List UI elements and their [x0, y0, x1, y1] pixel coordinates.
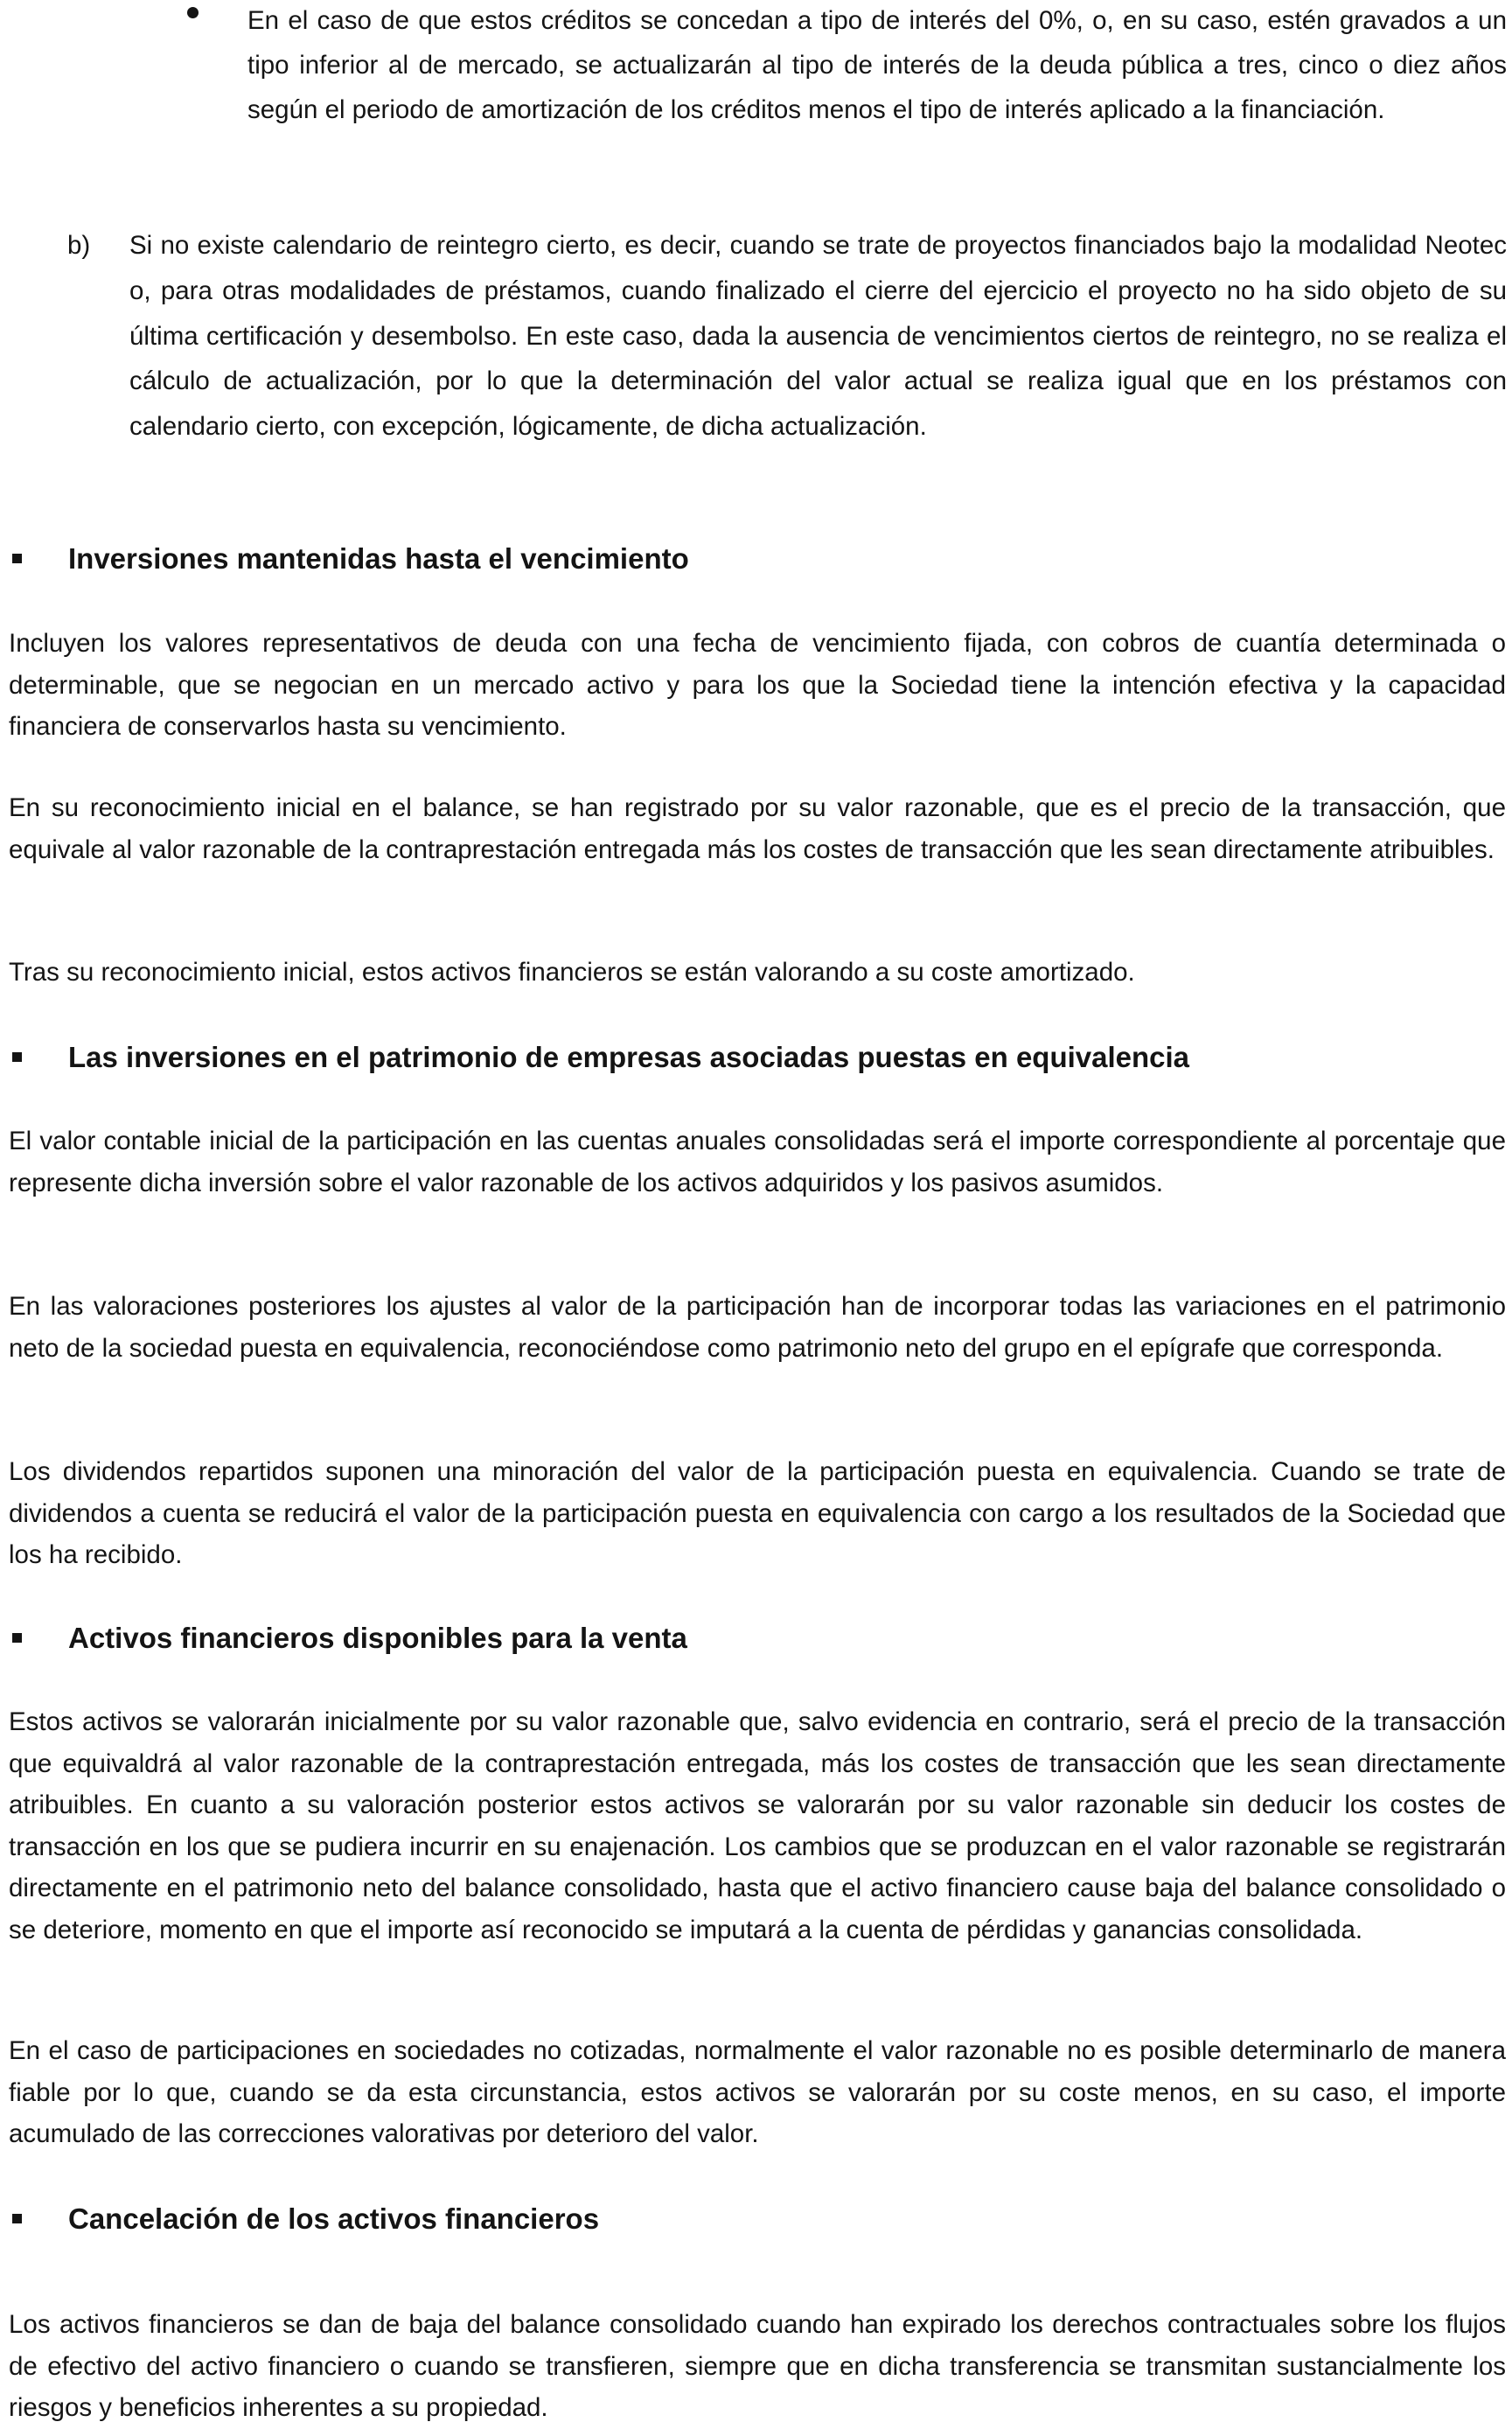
paragraph: Los dividendos repartidos suponen una minoración del valor de la participación puesta en equivalencia. Cuando se trate de dividendos a cuenta se reducirá el valor de la participación puesta en equivalencia con cargo a los resultados de la Sociedad que los ha recibido. — [9, 1457, 1506, 1569]
list-item-b-text: Si no existe calendario de reintegro cierto, es decir, cuando se trate de proyectos financiados bajo la modalidad Neotec o, para otras modalidades de préstamos, cuando finalizado el cierre del ejercicio el proyecto no ha sido objeto de su última certificación y desembolso. En este caso, dada la ausencia de vencimientos ciertos de reintegro, no se realiza el cálculo de actualización, por lo que la determinación del valor actual se realiza igual que en los préstamos con calendario cierto, con excepción, lógicamente, de dicha actualización. — [129, 231, 1507, 442]
square-bullet-icon — [12, 1052, 22, 1062]
square-bullet-icon — [12, 1633, 22, 1643]
paragraph: Incluyen los valores representativos de deuda con una fecha de vencimiento fijada, con cobros de cuantía determinada o determinable, que se negocian en un mercado activo y para los que la Sociedad tiene la intención efectiva y la capacidad financiera de conservarlos hasta su vencimiento. — [9, 629, 1506, 741]
bullet-dot-icon — [187, 7, 199, 18]
list-marker-b: b) — [67, 231, 91, 260]
square-bullet-icon — [12, 2214, 22, 2223]
paragraph: En las valoraciones posteriores los ajustes al valor de la participación han de incorporar todas las variaciones en el patrimonio neto de la sociedad puesta en equivalencia, reconociéndose como patrimonio neto del grupo en el epígrafe que corresponda. — [9, 1292, 1506, 1363]
paragraph: Estos activos se valorarán inicialmente por su valor razonable que, salvo evidencia en contrario, será el precio de la transacción que equivaldrá al valor razonable de la contraprestación entregada, más los costes de transacción que les sean directamente atribuibles. En cuanto a su valoración posterior estos activos se valorarán por su valor razonable sin deducir los costes de transacción en los que se pudiera incurrir en su enajenación. Los cambios que se produzcan en el valor razonable se registrarán directamente en el patrimonio neto del balance consolidado, hasta que el activo financiero cause baja del balance consolidado o se deteriore, momento en que el importe así reconocido se imputará a la cuenta de pérdidas y ganancias consolidada. — [9, 1707, 1506, 1944]
section-heading-text: Activos financieros disponibles para la venta — [68, 1622, 687, 1654]
paragraph: El valor contable inicial de la participación en las cuentas anuales consolidadas será el importe correspondiente al porcentaje que represente dicha inversión sobre el valor razonable de los activos adquiridos y los pasivos asumidos. — [9, 1127, 1506, 1197]
paragraph: En su reconocimiento inicial en el balance, se han registrado por su valor razonable, que es el precio de la transacción, que equivale al valor razonable de la contraprestación entregada más los costes de transacción que les sean directamente atribuibles. — [9, 793, 1506, 864]
section-heading-text: Inversiones mantenidas hasta el vencimiento — [68, 542, 689, 575]
bullet-item-text: En el caso de que estos créditos se concedan a tipo de interés del 0%, o, en su caso, estén gravados a un tipo inferior al de mercado, se actualizarán al tipo de interés de la deuda pública a tres, cinco o diez años según el periodo de amortización de los créditos menos el tipo de interés aplicado a la financiación. — [247, 6, 1507, 124]
section-heading-text: Cancelación de los activos financieros — [68, 2202, 600, 2235]
section-heading-text: Las inversiones en el patrimonio de empresas asociadas puestas en equivalencia — [68, 1041, 1190, 1073]
paragraph: Tras su reconocimiento inicial, estos activos financieros se están valorando a su coste amortizado. — [9, 958, 1135, 987]
paragraph: Los activos financieros se dan de baja del balance consolidado cuando han expirado los derechos contractuales sobre los flujos de efectivo del activo financiero o cuando se transfieren, siempre que en dicha transferencia se transmitan sustancialmente los riesgos y beneficios inherentes a su propiedad. — [9, 2310, 1506, 2422]
square-bullet-icon — [12, 554, 22, 563]
paragraph: En el caso de participaciones en sociedades no cotizadas, normalmente el valor razonable no es posible determinarlo de manera fiable por lo que, cuando se da esta circunstancia, estos activos se valorarán por su coste menos, en su caso, el importe acumulado de las correcciones valorativas por deterioro del valor. — [9, 2036, 1506, 2148]
